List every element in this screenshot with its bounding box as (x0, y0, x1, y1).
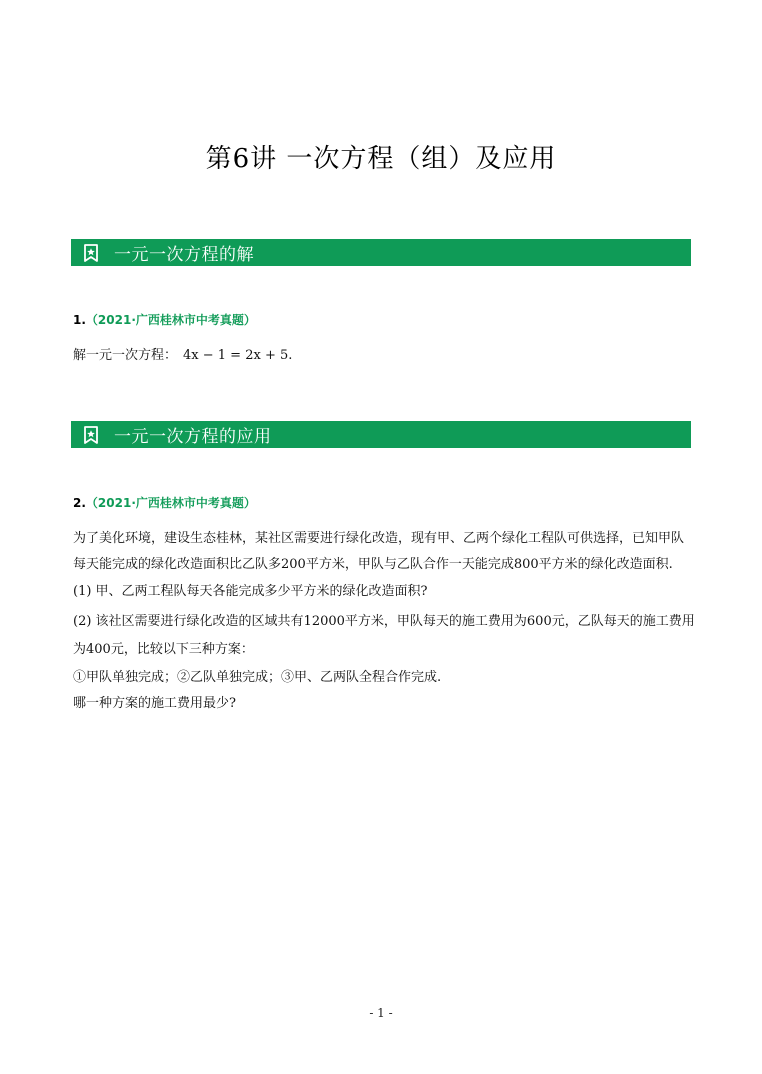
page-number: - 1 - (369, 1006, 393, 1020)
question-source: （2021·广西桂林市中考真题） (85, 496, 256, 510)
section-banner-1 (71, 239, 691, 266)
question-2-line: 每天能完成的绿化改造面积比乙队多200平方米，甲队与乙队合作一天能完成800平方米的绿化改造面积. (73, 557, 673, 572)
question-prompt: 解一元一次方程： (73, 348, 178, 363)
section-title-1: 一元一次方程的解 (114, 245, 254, 265)
question-2-line: (1) 甲、乙两工程队每天各能完成多少平方米的绿化改造面积? (73, 584, 428, 599)
question-2-line: 哪一种方案的施工费用最少? (73, 696, 236, 711)
question-number: 2. (73, 496, 86, 510)
question-number: 1. (73, 313, 86, 327)
question-source: （2021·广西桂林市中考真题） (85, 313, 256, 327)
equation: 4x − 1 = 2x + 5. (183, 348, 293, 363)
question-2-line: 为了美化环境，建设生态桂林，某社区需要进行绿化改造，现有甲、乙两个绿化工程队可供选择，已知甲队 (73, 531, 685, 546)
question-2-line: 为400元，比较以下三种方案： (73, 642, 254, 657)
question-2-header (73, 494, 256, 511)
bookmark-star-icon (82, 426, 100, 444)
question-1-header (73, 311, 256, 328)
question-2-line: ①甲队单独完成；②乙队单独完成；③甲、乙两队全程合作完成. (73, 670, 442, 685)
section-banner-2 (71, 421, 691, 448)
page-title: 第6讲 一次方程（组）及应用 (205, 144, 557, 174)
question-1-body (73, 348, 693, 364)
section-title-2: 一元一次方程的应用 (114, 427, 272, 447)
bookmark-star-icon (82, 244, 100, 262)
question-2-line: (2) 该社区需要进行绿化改造的区域共有12000平方米，甲队每天的施工费用为600元，乙队每天的施工费用 (73, 614, 695, 629)
